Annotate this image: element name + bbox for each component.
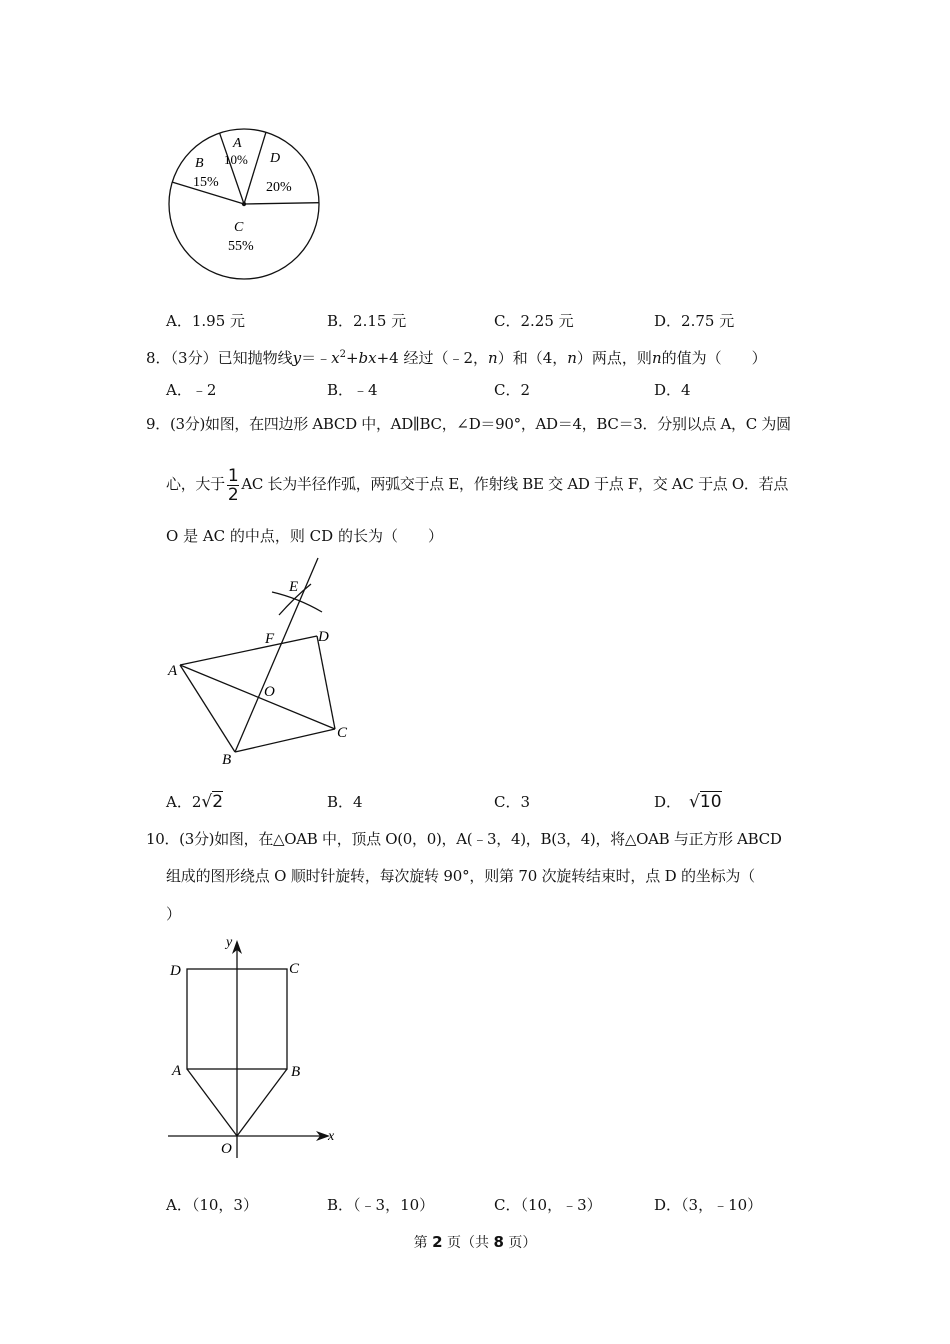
q9-figure [160,555,360,770]
pie-percent-B: 15% [193,175,219,190]
pie-label-D: D [270,151,281,166]
pie-labels [193,136,292,254]
pie-percent-A: 10% [224,152,248,167]
q7-option-b: B．2.15 元 [327,312,407,330]
pie-center-dot [242,202,246,206]
q9-option-b: B．4 [327,793,363,811]
q9-side-ab [180,665,235,752]
q9-option-c: C．3 [494,793,531,811]
q9-diagonal-ac [180,665,335,729]
q9-side-cd [317,636,335,729]
q8-option-c: C．2 [494,381,531,399]
q8-stem: 8．（3分）已知抛物线$y=﹣x^2+bx+4$ 经过（﹣2，n）和（4，n）两点，则n的值为（ ） [146,349,767,367]
q9-side-bc [235,729,335,752]
pie-chart [160,120,330,290]
q10-stem-line2: 组成的图形绕点 O 顺时针旋转，每次旋转 90°，则第 70 次旋转结束时，点 D 的坐标为（ [166,867,755,885]
q7-option-c: C．2.25 元 [494,312,574,330]
q9-label-A: A [168,663,178,679]
q9-arc-1 [272,592,322,612]
q9-label-O: O [264,684,275,700]
q9-side-ad [180,636,317,665]
q10-label-O: O [221,1141,232,1157]
pie-percent-C: 55% [228,239,254,254]
q9-stem-line1: 9．(3分)如图，在四边形 ABCD 中，AD∥BC，∠D＝90°，AD＝4，BC＝3．分别以点 A，C 为圆 [146,415,791,433]
pie-slice-boundary-D [244,132,266,204]
q9-option-a: A．2√2 [166,792,224,812]
q7-option-a: A．1.95 元 [166,312,246,330]
q9-label-C: C [337,725,348,741]
q9-label-E: E [289,579,299,595]
q10-label-A: A [172,1063,182,1079]
pie-slice-boundary-C [244,203,319,204]
q9-label-B: B [222,752,232,768]
q10-label-x: x [328,1129,335,1144]
q10-option-a: A．（10，3） [166,1196,258,1214]
q10-stem-line1: 10．(3分)如图，在△OAB 中，顶点 O(0，0)，A(﹣3，4)，B(3，4)，将△OAB 与正方形 ABCD [146,830,782,848]
q7-option-d: D．2.75 元 [654,312,735,330]
page-total: 8 [493,1233,504,1251]
q9-label-D: D [318,629,329,645]
q10-option-b: B．（﹣3，10） [327,1196,435,1214]
q8-option-a: A．﹣2 [166,381,217,399]
q10-label-y: y [226,935,233,950]
pie-label-A: A [233,136,242,151]
q9-label-F: F [265,631,275,647]
q10-label-D: D [170,963,181,979]
q10-option-c: C．（10，﹣3） [494,1196,602,1214]
q10-figure [160,930,350,1160]
q8-option-b: B．﹣4 [327,381,378,399]
q10-side-ob [237,1069,287,1136]
q10-label-B: B [291,1064,301,1080]
pie-label-B: B [195,156,204,171]
sqrt-sign-icon: √ [689,792,700,812]
pie-label-C: C [234,220,244,235]
q9-stem-line3: O 是 AC 的中点，则 CD 的长为（ ） [166,527,443,545]
sqrt-sign-icon: √ [201,792,213,812]
q9-stem-line2: 心，大于 $\frac{1}{2}$ AC 长为半径作弧，两弧交于点 E，作射线 BE 交 AD 于点 F，交 AC 于点 O．若点 [166,465,789,505]
q10-option-d: D．（3，﹣10） [654,1196,763,1214]
pie-percent-D: 20% [266,180,292,195]
page-number: 2 [432,1233,443,1251]
page-footer: 第 2 页（共 8 页） [413,1233,537,1251]
q9-ray-be [235,558,318,752]
q9-option-d: D． √10 [654,792,722,812]
q8-option-d: D．4 [654,381,691,399]
fraction-one-half: $\frac{1}{2}$ [227,465,239,505]
q10-side-oa [187,1069,237,1136]
q10-label-C: C [289,961,300,977]
q10-stem-line3: ） [166,905,182,923]
